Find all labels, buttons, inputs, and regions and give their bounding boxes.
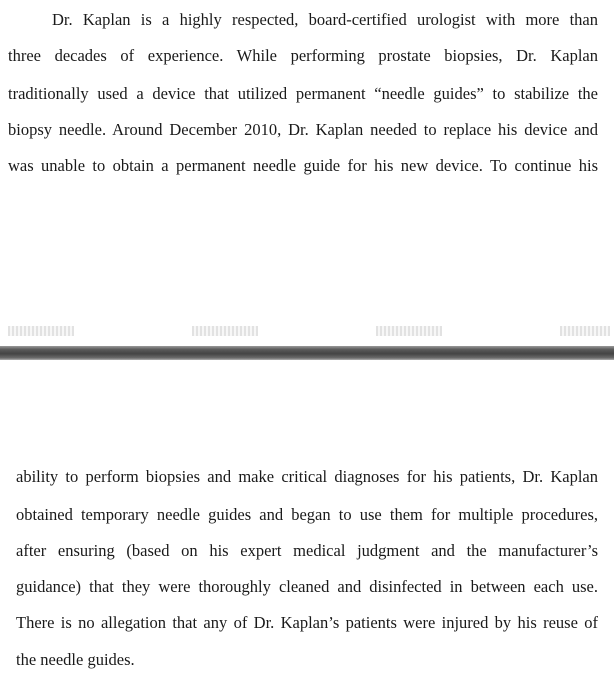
text-line: biopsy needle. Around December 2010, Dr. Kaplan needed to replace his device and xyxy=(8,120,598,139)
text-line: the needle guides. xyxy=(16,650,135,669)
text-line: traditionally used a device that utilized permanent “needle guides” to stabilize the xyxy=(8,84,598,103)
text-line: ability to perform biopsies and make critical diagnoses for his patients, Dr. Kaplan xyxy=(16,467,598,486)
text-line: There is no allegation that any of Dr. Kaplan’s patients were injured by his reuse of xyxy=(16,613,598,632)
text-line: guidance) that they were thoroughly cleaned and disinfected in between each use. xyxy=(16,577,598,596)
scan-artifact xyxy=(376,326,442,336)
text-line: three decades of experience. While performing prostate biopsies, Dr. Kaplan xyxy=(8,46,598,65)
text-line: obtained temporary needle guides and began to use them for multiple procedures, xyxy=(16,505,598,524)
scan-artifact xyxy=(560,326,610,336)
text-line: was unable to obtain a permanent needle guide for his new device. To continue his xyxy=(8,156,598,175)
scan-artifact xyxy=(192,326,258,336)
page-break-separator xyxy=(0,346,614,360)
text-line: Dr. Kaplan is a highly respected, board-certified urologist with more than xyxy=(52,10,598,29)
scan-artifact xyxy=(8,326,74,336)
text-line: after ensuring (based on his expert medical judgment and the manufacturer’s xyxy=(16,541,598,560)
